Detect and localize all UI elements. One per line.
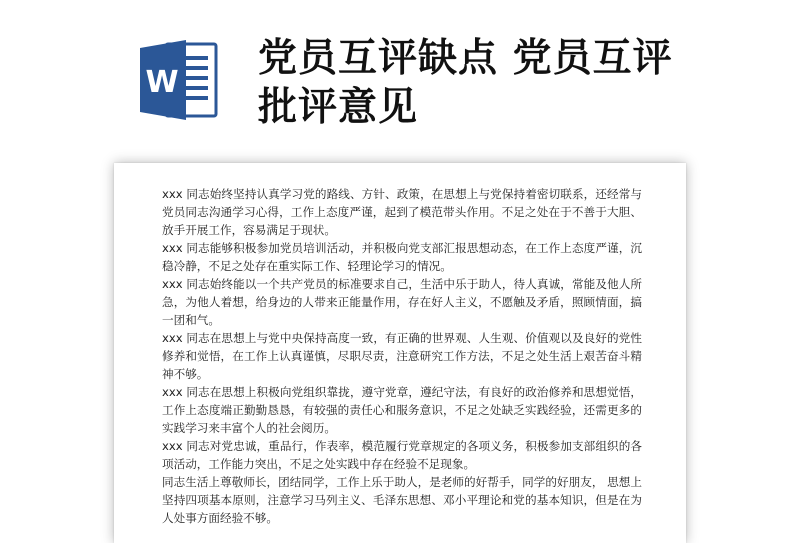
document-page xyxy=(114,163,686,543)
paragraph: xxx 同志始终坚持认真学习党的路线、方针、政策，在思想上与党保持着密切联系，还经常与党员同志沟通学习心得，工作上态度严谨，起到了模范带头作用。不足之处在于不善于大胆、放手开展工作，容易满足于现状。 xyxy=(162,187,642,237)
paragraph: xxx 同志在思想上积极向党组织靠拢，遵守党章，遵纪守法，有良好的政治修养和思想觉悟，工作上态度端正勤勤恳恳，有较强的责任心和服务意识，不足之处缺乏实践经验，还需更多的实践学习来丰富个人的社会阅历。 xyxy=(162,385,642,435)
word-icon-letter: W xyxy=(145,65,179,100)
page-title: 党员互评缺点 党员互评批评意见 xyxy=(258,36,673,130)
document-body xyxy=(162,185,642,527)
paragraph: xxx 同志对党忠诚，重品行，作表率，模范履行党章规定的各项义务，积极参加支部组织的各项活动，工作能力突出，不足之处实践中存在经验不足现象。 xyxy=(162,439,642,471)
paragraph: xxx 同志始终能以一个共产党员的标准要求自己，生活中乐于助人，待人真诚，常能及他人所急，为他人着想，给身边的人带来正能量作用，存在好人主义，不愿触及矛盾，照顾情面，搞一团和气。 xyxy=(162,277,642,327)
header xyxy=(0,0,800,150)
paragraph: xxx 同志在思想上与党中央保持高度一致，有正确的世界观、人生观、价值观以及良好的党性修养和觉悟，在工作上认真谨慎，尽职尽责，注意研究工作方法，不足之处生活上艰苦奋斗精神不够。 xyxy=(162,331,642,381)
word-document-icon xyxy=(140,38,218,122)
paragraph: 同志生活上尊敬师长，团结同学，工作上乐于助人，是老师的好帮手，同学的好朋友， 思想上坚持四项基本原则，注意学习马列主义、毛泽东思想、邓小平理论和党的基本知识，但是在为人处事方面经验不够。 xyxy=(162,475,642,525)
paragraph: xxx 同志能够积极参加党员培训活动，并积极向党支部汇报思想动态，在工作上态度严谨，沉稳冷静，不足之处存在重实际工作、轻理论学习的情况。 xyxy=(162,241,642,273)
